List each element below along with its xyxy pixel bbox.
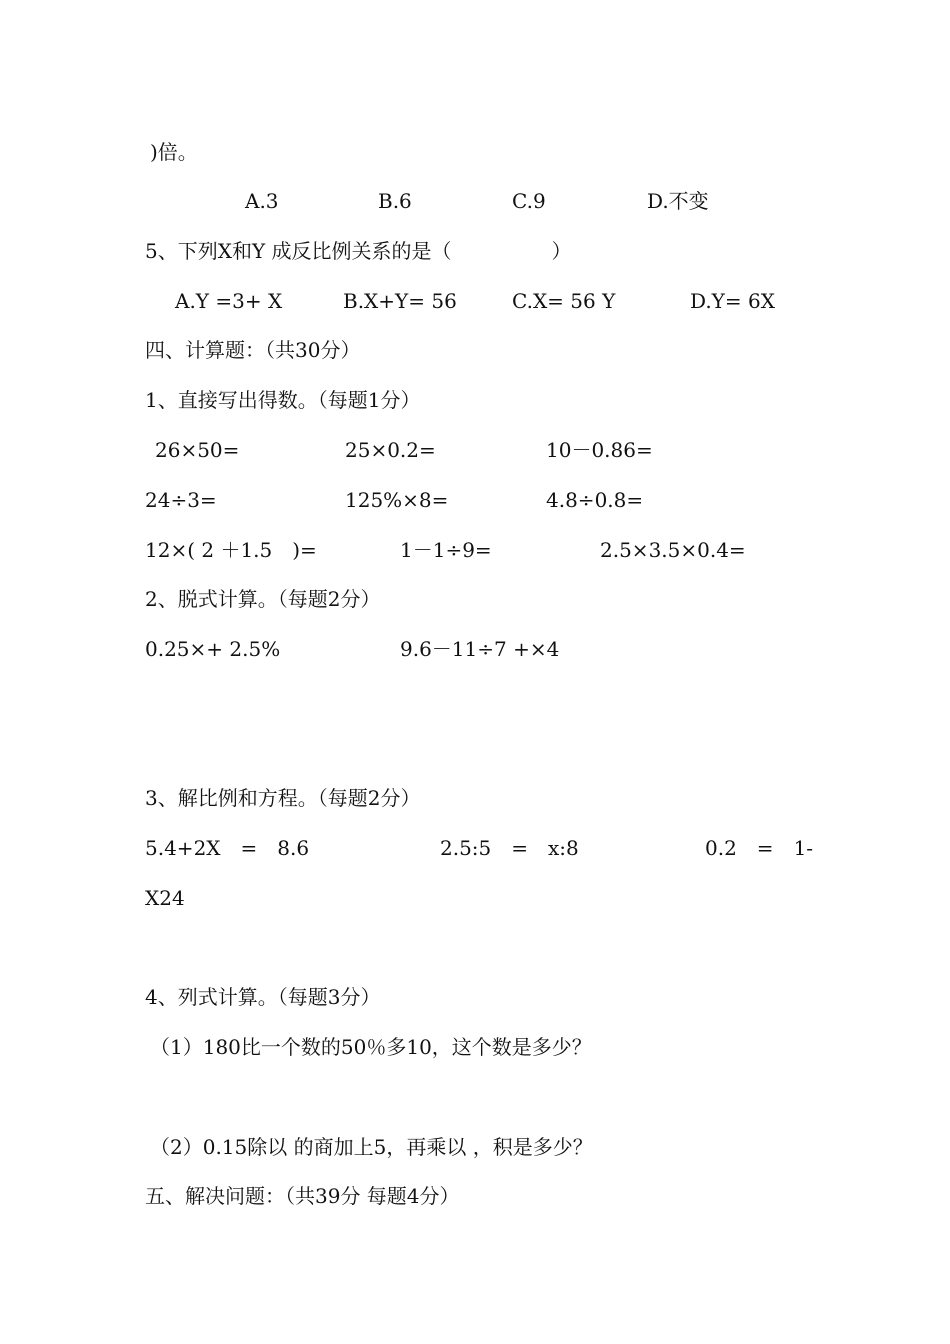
q4-option-b: B.6 [378,189,412,213]
word-calc-2: （2）0.15除以 的商加上5，再乘以 ，积是多少？ [150,1135,593,1159]
q5-option-c: C.X= 56 Y [512,289,616,313]
calc-3-1: 12×( 2 ＋1.5 )= [145,538,317,562]
q4-option-a: A.3 [245,189,279,213]
equation-2: 2.5:5 = x:8 [440,836,579,860]
section-5-title: 五、解决问题：（共39分 每题4分） [145,1184,460,1208]
q5-option-d: D.Y= 6X [690,289,775,313]
section-4-title: 四、计算题：（共30分） [145,338,361,362]
calc-1-2: 25×0.2= [345,438,436,462]
q4-option-d: D.不变 [647,189,709,213]
sub-2-title: 2、脱式计算。（每题2分） [145,587,381,611]
question-4-tail: )倍。 [150,140,198,164]
sub-1-title: 1、直接写出得数。（每题1分） [145,388,421,412]
word-calc-1: （1）180比一个数的50％多10，这个数是多少？ [150,1035,592,1059]
calc-2-3: 4.8÷0.8= [546,488,644,512]
calc-1-1: 26×50= [155,438,240,462]
q4-option-c: C.9 [512,189,546,213]
sub-3-title: 3、解比例和方程。（每题2分） [145,786,421,810]
q5-option-b: B.X+Y= 56 [343,289,457,313]
calc-2-2: 125%×8= [345,488,449,512]
sub-4-title: 4、列式计算。（每题3分） [145,985,381,1009]
step-calc-2: 9.6－11÷7 +×4 [400,637,560,661]
calc-3-2: 1－1÷9= [400,538,492,562]
calc-1-3: 10－0.86= [546,438,653,462]
q5-option-a: A.Y =3+ X [175,289,283,313]
equation-3: 0.2 = 1- [705,836,814,860]
equation-3-wrap: X24 [145,886,185,910]
calc-2-1: 24÷3= [145,488,217,512]
step-calc-1: 0.25×+ 2.5% [145,637,281,661]
question-5: 5、下列X和Y 成反比例关系的是（ ） [145,239,572,263]
equation-1: 5.4+2X = 8.6 [145,836,310,860]
calc-3-3: 2.5×3.5×0.4= [600,538,746,562]
